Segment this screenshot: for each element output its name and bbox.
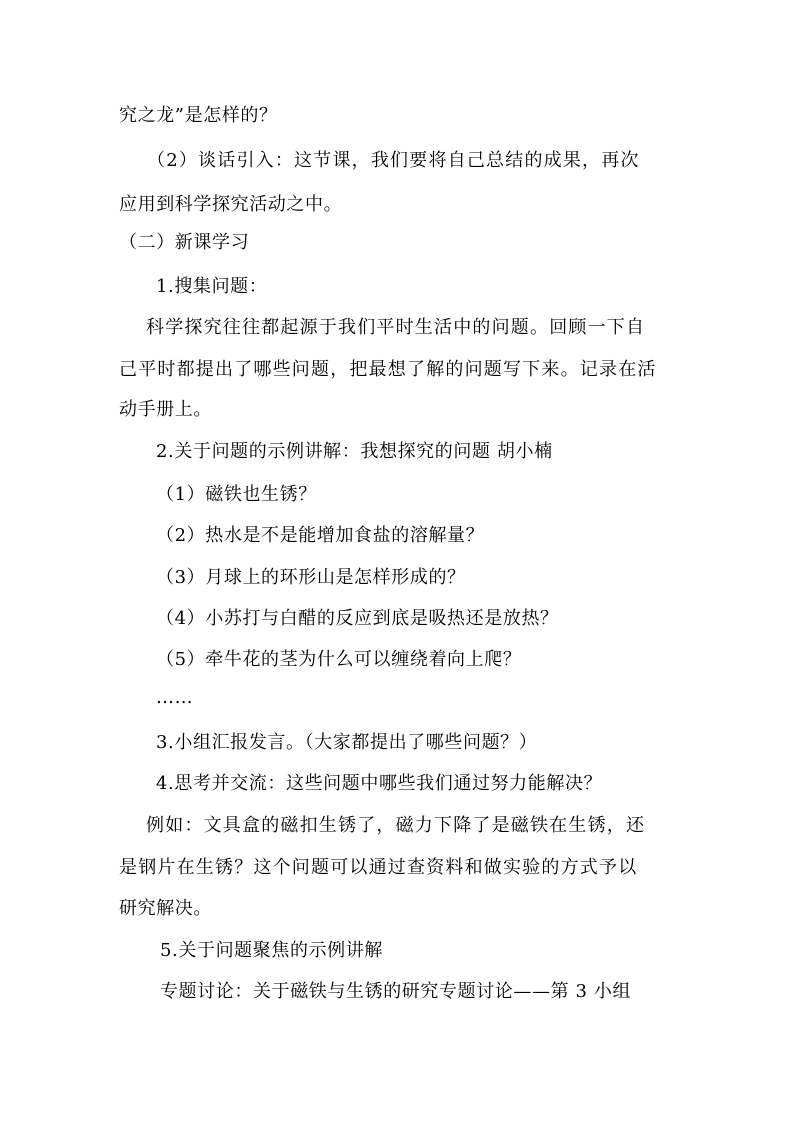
- text-line-16: 3.小组汇报发言。（大家都提出了哪些问题？）: [156, 732, 538, 753]
- text-line-7: 己平时都提出了哪些问题，把最想了解的问题写下来。记录在活: [119, 359, 657, 380]
- list-item-1: （1）磁铁也生锈？: [156, 484, 317, 505]
- text-line-22: 专题讨论：关于磁铁与生锈的研究专题讨论——第 3 小组: [160, 981, 632, 1002]
- list-item-3: （3）月球上的环形山是怎样形成的？: [156, 567, 466, 588]
- text-line-18: 例如：文具盒的磁扣生锈了，磁力下降了是磁铁在生锈，还: [146, 815, 646, 836]
- section-heading: （二）新课学习: [119, 232, 250, 253]
- list-item-4: （4）小苏打与白醋的反应到底是吸热还是放热？: [156, 608, 559, 629]
- text-line-2: （2）谈话引入：这节课，我们要将自己总结的成果，再次: [147, 150, 640, 171]
- text-line-3: 应用到科学探究活动之中。: [119, 194, 343, 215]
- text-line-8: 动手册上。: [119, 399, 212, 420]
- text-line-1: 究之龙”是怎样的？: [119, 105, 278, 126]
- text-line-5: 1.搜集问题：: [156, 276, 268, 297]
- ellipsis-line: ……: [156, 687, 194, 708]
- text-line-20: 研究解决。: [119, 898, 212, 919]
- text-line-21: 5.关于问题聚焦的示例讲解: [160, 940, 383, 961]
- list-item-2: （2）热水是不是能增加食盐的溶解量？: [156, 525, 485, 546]
- text-line-17: 4.思考并交流：这些问题中哪些我们通过努力能解决？: [156, 773, 603, 794]
- text-line-9: 2.关于问题的示例讲解：我想探究的问题 胡小楠: [156, 441, 553, 462]
- text-line-19: 是钢片在生锈？这个问题可以通过查资料和做实验的方式予以: [119, 857, 638, 878]
- text-line-6: 科学探究往往都起源于我们平时生活中的问题。回顾一下自: [146, 317, 646, 338]
- list-item-5: （5）牵牛花的茎为什么可以缠绕着向上爬？: [156, 649, 522, 670]
